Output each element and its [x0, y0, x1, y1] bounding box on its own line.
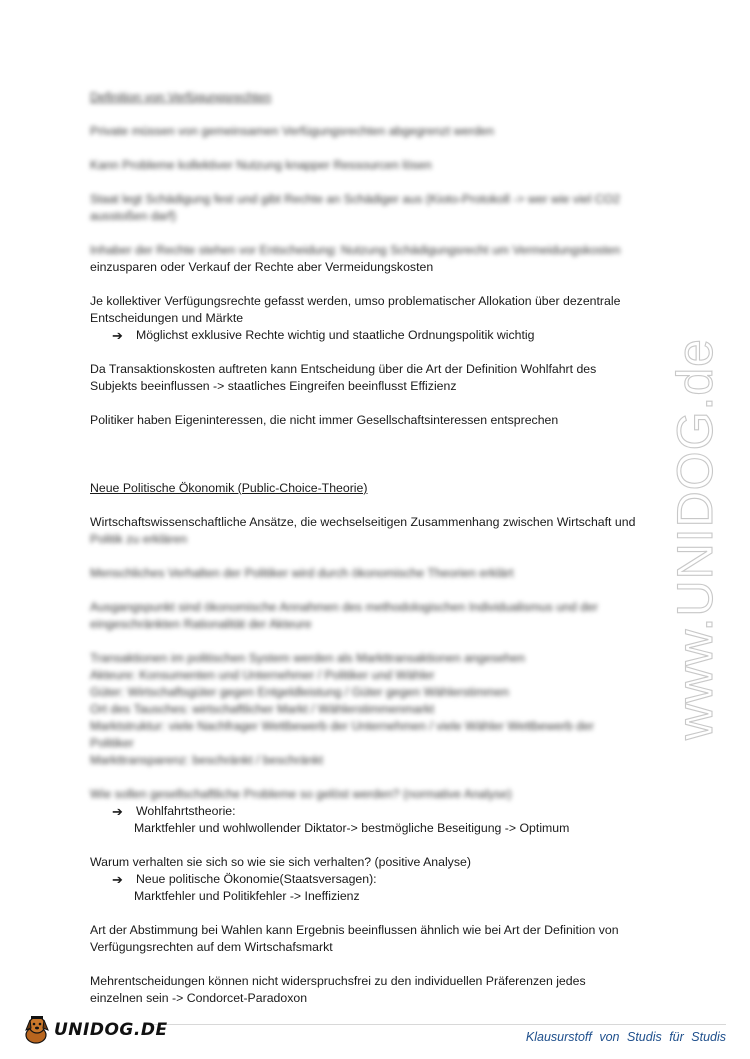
arrow-item-kollektiv: ➔ Möglichst exklusive Rechte wichtig und staatliche Ordnungspolitik wichtig	[112, 328, 535, 343]
paragraph-kollektiv: Je kollektiver Verfügungsrechte gefasst werden, umso problematischer Allokation über dezentrale Entscheidungen und Märkte	[90, 294, 621, 325]
footer-divider	[150, 1024, 726, 1025]
watermark-text: www.UNIDOG.de	[667, 338, 723, 740]
blurred-paragraph: Staat legt Schädigung fest und gibt Rechte an Schädiger aus (Kioto-Protokoll -> wer wie viel CO2 ausstoßen darf)	[90, 192, 621, 223]
logo-text: UNIDOG.DE	[54, 1020, 168, 1040]
right-arrow-bullet-icon: ➔	[112, 804, 123, 819]
paragraph-positiv: Warum verhalten sie sich so wie sie sich verhalten? (positive Analyse)	[90, 855, 471, 869]
text-line: einzusparen oder Verkauf der Rechte aber Vermeidungskosten	[90, 260, 434, 274]
paragraph-condorcet: Mehrentscheidungen können nicht widerspruchsfrei zu den individuellen Präferenzen jedes einzelnen sein -> Condorcet-Paradoxon	[90, 974, 586, 1005]
footer-logo	[22, 1014, 168, 1046]
arrow-item-npo: ➔ Neue politische Ökonomie(Staatsversagen):	[112, 872, 377, 887]
paragraph-transaktionskosten: Da Transaktionskosten auftreten kann Entscheidung über die Art der Definition Wohlfahrt des Subjekts beeinflussen -> staatliches Eingreifen beeinflusst Effizienz	[90, 362, 597, 393]
paragraph-inhaber	[90, 242, 660, 276]
dog-mascot-icon	[22, 1014, 52, 1046]
watermark	[666, 270, 726, 750]
blurred-line: Wie sollen gesellschaftliche Probleme so gelöst werden? (normative Analyse)	[90, 787, 512, 801]
right-arrow-bullet-icon: ➔	[112, 872, 123, 887]
paragraph-ansaetze: Wirtschaftswissenschaftliche Ansätze, die wechselseitigen Zusammenhang zwischen Wirtschaft und Politik zu erklären	[90, 514, 660, 548]
document-content	[90, 89, 660, 1024]
footer-slogan: Klausurstoff von Studis für Studis	[525, 1030, 726, 1044]
spacer	[90, 446, 660, 480]
arrow-item-wohlfahrt: ➔ Wohlfahrtstheorie:	[112, 804, 236, 819]
blurred-paragraph: Private müssen von gemeinsamen Verfügungsrechten abgegrenzt werden	[90, 124, 494, 138]
blurred-paragraph: Ausgangspunkt sind ökonomische Annahmen des methodologischen Individualismus und der eingeschränkten Rationalität der Akteure	[90, 600, 598, 631]
paragraph-politiker: Politiker haben Eigeninteressen, die nicht immer Gesellschaftsinteressen entsprechen	[90, 413, 559, 427]
arrow-item-continuation: Marktfehler und Politikfehler -> Ineffizienz	[134, 889, 360, 903]
paragraph-abstimmung: Art der Abstimmung bei Wahlen kann Ergebnis beeinflussen ähnlich wie bei Art der Definition von Verfügungsrechten auf dem Wirtschafsmarkt	[90, 923, 619, 954]
blurred-heading-verfuegungsrechte: Definition von Verfügungsrechten	[90, 90, 272, 104]
blurred-paragraph: Menschliches Verhalten der Politiker wird durch ökonomische Theorien erklärt	[90, 566, 514, 580]
blurred-paragraph: Transaktionen im politischen System werden als Markttransaktionen angesehen Akteure: Konsumenten und Unternehmer / Politiker und Wähler Güter: Wirtschaftsgüter gegen Entgeldleistung / Güter gegen Wählerstimmen Ort des Tausches: wirtschaftlicher Markt / Wählerstimmenmarkt Marktstruktur: viele Nachfrager Wettbewerb der Unternehmen / viele Wähler Wettbewerb der Politiker Markttransparenz: beschränkt / beschränkt	[90, 651, 594, 767]
arrow-item-continuation: Marktfehler und wohlwollender Diktator-> bestmögliche Beseitigung -> Optimum	[134, 821, 570, 835]
blurred-line: Politik zu erklären	[90, 532, 188, 546]
blurred-paragraph: Kann Probleme kollektiver Nutzung knapper Ressourcen lösen	[90, 158, 432, 172]
paragraph-normativ	[90, 786, 660, 803]
section-heading-npo: Neue Politische Ökonomik (Public-Choice-Theorie)	[90, 481, 368, 495]
blurred-line: Inhaber der Rechte stehen vor Entscheidung: Nutzung Schädigungsrecht um Vermeidungskosten	[90, 243, 621, 257]
right-arrow-bullet-icon: ➔	[112, 328, 123, 343]
